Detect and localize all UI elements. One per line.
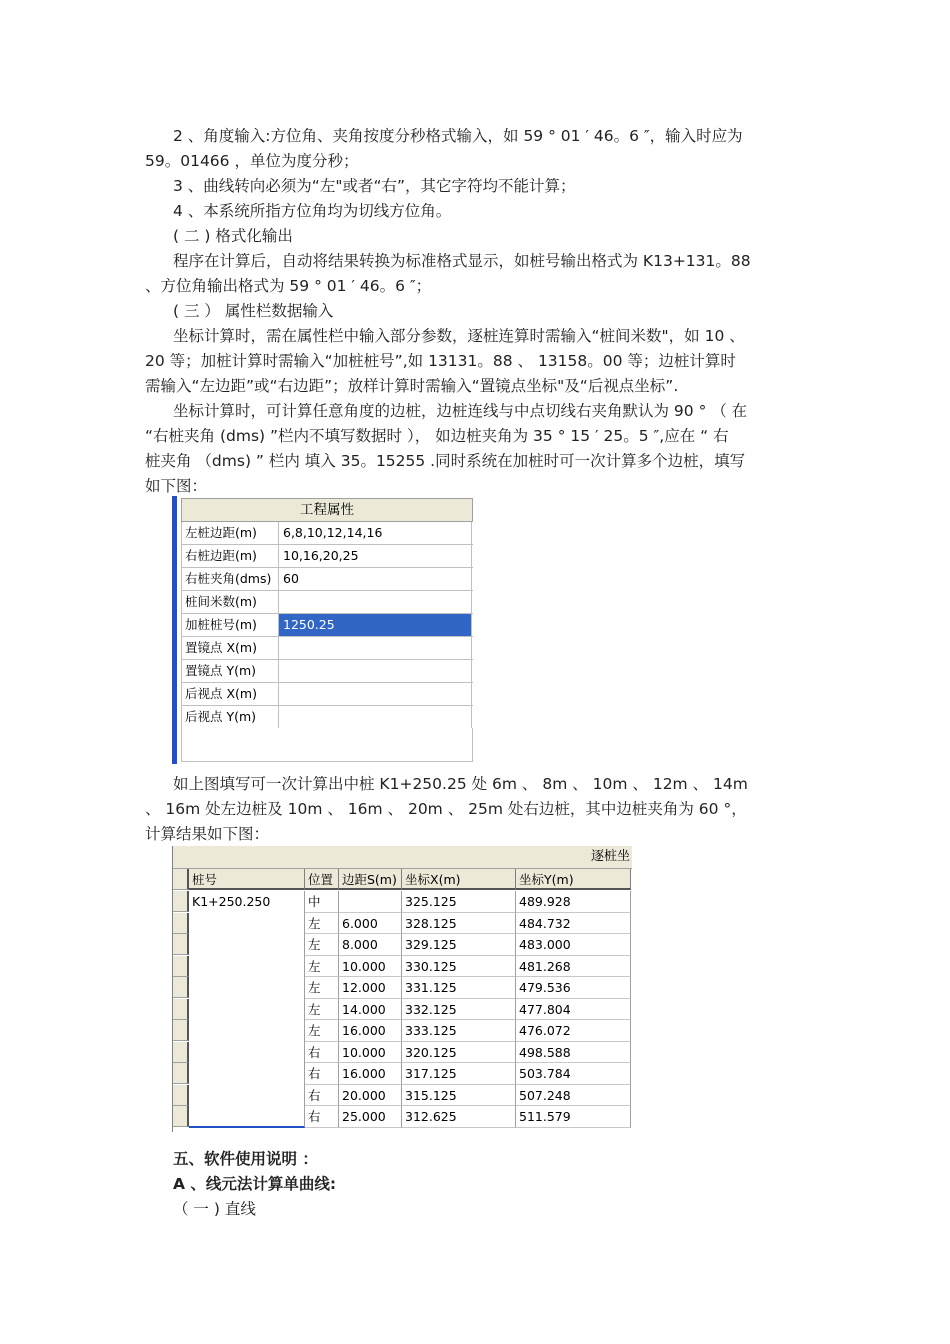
grid-cell[interactable]: 12.000 <box>339 977 402 999</box>
grid-cell[interactable] <box>339 891 402 913</box>
property-panel-description-area <box>181 728 473 762</box>
grid-row-indicator[interactable] <box>173 913 189 934</box>
grid-cell[interactable]: 325.125 <box>402 891 516 913</box>
property-key: 置镜点 Y(m) <box>181 660 279 682</box>
grid-header-indicator <box>173 869 189 890</box>
paragraph-angle-input: 2 、角度输入:方位角、夹角按度分秒格式输入，如 59 ° 01 ′ 46。6 ″，输入时应为 <box>173 127 743 145</box>
property-panel <box>172 496 472 764</box>
grid-cell[interactable]: 503.784 <box>516 1063 631 1085</box>
property-value-field[interactable] <box>279 706 472 728</box>
heading-software-usage: 五、软件使用说明 ： <box>173 1150 318 1168</box>
property-key: 置镜点 X(m) <box>181 637 279 659</box>
paragraph-side-stake-cont2: 桩夹角 （dms) ” 栏内 填入 35。15255 .同时系统在加桩时可一次计算多个边桩，填写 <box>145 452 746 470</box>
grid-cell[interactable]: 498.588 <box>516 1042 631 1064</box>
paragraph-side-stake-cont1: “右桩夹角 (dms) ”栏内不填写数据时 ）， 如边桩夹角为 35 ° 15 ′ 25。5 ″,应在 “ 右 <box>145 427 729 445</box>
property-value-field-selected[interactable]: 1250.25 <box>279 614 472 636</box>
grid-cell[interactable]: 312.625 <box>402 1106 516 1128</box>
grid-row-indicator[interactable] <box>173 891 189 912</box>
result-grid <box>172 846 632 1132</box>
grid-cell[interactable]: 329.125 <box>402 934 516 956</box>
property-row[interactable] <box>181 568 473 591</box>
property-row[interactable] <box>181 545 473 568</box>
property-value-field[interactable] <box>279 591 472 613</box>
grid-cell[interactable]: 330.125 <box>402 956 516 978</box>
grid-cell[interactable] <box>189 999 305 1021</box>
grid-cell[interactable]: 16.000 <box>339 1063 402 1085</box>
property-key: 加桩桩号(m) <box>181 614 279 636</box>
paragraph-side-stake: 坐标计算时，可计算任意角度的边桩，边桩连线与中点切线右夹角默认为 90 ° （ 在 <box>173 402 748 420</box>
grid-cell[interactable] <box>189 913 305 935</box>
grid-row-indicator[interactable] <box>173 1020 189 1041</box>
grid-cell[interactable] <box>189 1020 305 1042</box>
property-panel-title: 工程属性 <box>181 498 473 522</box>
grid-cell[interactable]: 左 <box>305 1020 339 1042</box>
grid-cell[interactable]: 左 <box>305 999 339 1021</box>
grid-row-indicator[interactable] <box>173 1085 189 1106</box>
grid-cell[interactable]: 左 <box>305 977 339 999</box>
heading-attribute-input: ( 三 ） 属性栏数据输入 <box>173 302 334 320</box>
grid-cell[interactable]: 331.125 <box>402 977 516 999</box>
property-row[interactable] <box>181 637 473 660</box>
heading-line-element-method: A 、线元法计算单曲线: <box>173 1175 337 1193</box>
grid-cell[interactable]: 483.000 <box>516 934 631 956</box>
paragraph-attribute-input: 坐标计算时，需在属性栏中输入部分参数，逐桩连算时需输入“桩间米数"，如 10 、 <box>173 327 745 345</box>
grid-cell[interactable]: 左 <box>305 956 339 978</box>
grid-row-indicator[interactable] <box>173 956 189 977</box>
grid-column-header[interactable]: 坐标Y(m) <box>516 869 631 890</box>
grid-cell[interactable] <box>189 1042 305 1064</box>
paragraph-attribute-input-cont1: 20 等；加桩计算时需输入“加桩桩号”,如 13131。88 、 13158。00 等；边桩计算时 <box>145 352 736 370</box>
grid-cell[interactable]: 333.125 <box>402 1020 516 1042</box>
grid-cell[interactable]: 476.072 <box>516 1020 631 1042</box>
property-key: 左桩边距(m) <box>181 522 279 544</box>
grid-cell[interactable]: 25.000 <box>339 1106 402 1128</box>
paragraph-format-output-cont: 、方位角输出格式为 59 ° 01 ′ 46。6 ″； <box>145 277 432 295</box>
paragraph-attribute-input-cont2: 需输入“左边距”或“右边距”；放样计算时需输入“置镜点坐标"及“后视点坐标”. <box>145 377 679 395</box>
property-row-selected[interactable] <box>181 614 473 637</box>
grid-cell[interactable]: 328.125 <box>402 913 516 935</box>
grid-row-indicator[interactable] <box>173 934 189 955</box>
grid-cell[interactable]: 20.000 <box>339 1085 402 1107</box>
grid-cell[interactable]: 507.248 <box>516 1085 631 1107</box>
property-value-field[interactable] <box>279 637 472 659</box>
grid-row-indicator[interactable] <box>173 1106 189 1127</box>
grid-column-header[interactable]: 桩号 <box>189 869 305 890</box>
property-value-field[interactable]: 6,8,10,12,14,16 <box>279 522 472 544</box>
property-row[interactable] <box>181 660 473 683</box>
property-value-field[interactable] <box>279 683 472 705</box>
property-value-field[interactable] <box>279 660 472 682</box>
grid-cell[interactable]: 481.268 <box>516 956 631 978</box>
paragraph-result-explain-cont1: 、 16m 处左边桩及 10m 、 16m 、 20m 、 25m 处右边桩，其中边桩夹角为 60 °， <box>145 800 747 818</box>
paragraph-azimuth-note: 4 、本系统所指方位角均为切线方位角。 <box>173 202 452 220</box>
paragraph-angle-input-cont: 59。01466 ，单位为度分秒； <box>145 152 359 170</box>
grid-row-indicator[interactable] <box>173 999 189 1020</box>
grid-cell[interactable]: 右 <box>305 1085 339 1107</box>
property-value-field[interactable]: 60 <box>279 568 472 590</box>
paragraph-side-stake-cont3: 如下图： <box>145 477 208 495</box>
grid-cell[interactable]: 中 <box>305 891 339 913</box>
grid-cell[interactable]: K1+250.250 <box>189 891 305 913</box>
paragraph-curve-direction: 3 、曲线转向必须为“左"或者“右”，其它字符均不能计算； <box>173 177 576 195</box>
grid-cell[interactable]: 8.000 <box>339 934 402 956</box>
grid-cell[interactable] <box>189 934 305 956</box>
grid-cell[interactable]: 320.125 <box>402 1042 516 1064</box>
grid-cell[interactable] <box>189 977 305 999</box>
grid-cell[interactable]: 489.928 <box>516 891 631 913</box>
grid-cell[interactable]: 右 <box>305 1063 339 1085</box>
paragraph-format-output: 程序在计算后，自动将结果转换为标准格式显示，如桩号输出格式为 K13+131。88 <box>173 252 751 270</box>
heading-format-output: ( 二 ) 格式化输出 <box>173 227 293 245</box>
property-row[interactable] <box>181 683 473 706</box>
grid-row-indicator[interactable] <box>173 977 189 998</box>
grid-cell[interactable]: 317.125 <box>402 1063 516 1085</box>
grid-cell[interactable]: 10.000 <box>339 956 402 978</box>
grid-cell[interactable]: 484.732 <box>516 913 631 935</box>
property-row[interactable] <box>181 706 473 729</box>
property-key: 右桩边距(m) <box>181 545 279 567</box>
grid-cell[interactable]: 10.000 <box>339 1042 402 1064</box>
paragraph-result-explain-cont2: 计算结果如下图： <box>145 825 270 843</box>
result-grid-title: 逐桩坐 <box>173 846 632 869</box>
grid-cell[interactable]: 16.000 <box>339 1020 402 1042</box>
grid-row-indicator[interactable] <box>173 1063 189 1084</box>
grid-cell[interactable]: 315.125 <box>402 1085 516 1107</box>
grid-cell[interactable]: 右 <box>305 1042 339 1064</box>
grid-cell[interactable] <box>189 956 305 978</box>
grid-cell[interactable]: 14.000 <box>339 999 402 1021</box>
grid-column-header[interactable]: 边距S(m) <box>339 869 402 890</box>
grid-cell[interactable] <box>189 1085 305 1107</box>
grid-cell[interactable]: 左 <box>305 913 339 935</box>
grid-column-header[interactable]: 坐标X(m) <box>402 869 516 890</box>
grid-cell[interactable]: 332.125 <box>402 999 516 1021</box>
grid-cell[interactable]: 6.000 <box>339 913 402 935</box>
grid-cell[interactable] <box>189 1063 305 1085</box>
grid-cell[interactable]: 右 <box>305 1106 339 1128</box>
grid-cell[interactable]: 左 <box>305 934 339 956</box>
property-value-field[interactable]: 10,16,20,25 <box>279 545 472 567</box>
property-row[interactable] <box>181 522 473 545</box>
grid-cell[interactable]: 477.804 <box>516 999 631 1021</box>
grid-cell[interactable] <box>189 1106 305 1128</box>
grid-cell[interactable]: 511.579 <box>516 1106 631 1128</box>
paragraph-result-explain: 如上图填写可一次计算出中桩 K1+250.25 处 6m 、 8m 、 10m 、 12m 、 14m <box>173 775 748 793</box>
property-key: 后视点 X(m) <box>181 683 279 705</box>
grid-row-indicator[interactable] <box>173 1042 189 1063</box>
property-key: 右桩夹角(dms) <box>181 568 279 590</box>
grid-column-header[interactable]: 位置 <box>305 869 339 890</box>
property-key: 桩间米数(m) <box>181 591 279 613</box>
heading-straight-line: （ 一 ) 直线 <box>173 1200 256 1218</box>
grid-cell[interactable]: 479.536 <box>516 977 631 999</box>
property-row[interactable] <box>181 591 473 614</box>
property-key: 后视点 Y(m) <box>181 706 279 728</box>
